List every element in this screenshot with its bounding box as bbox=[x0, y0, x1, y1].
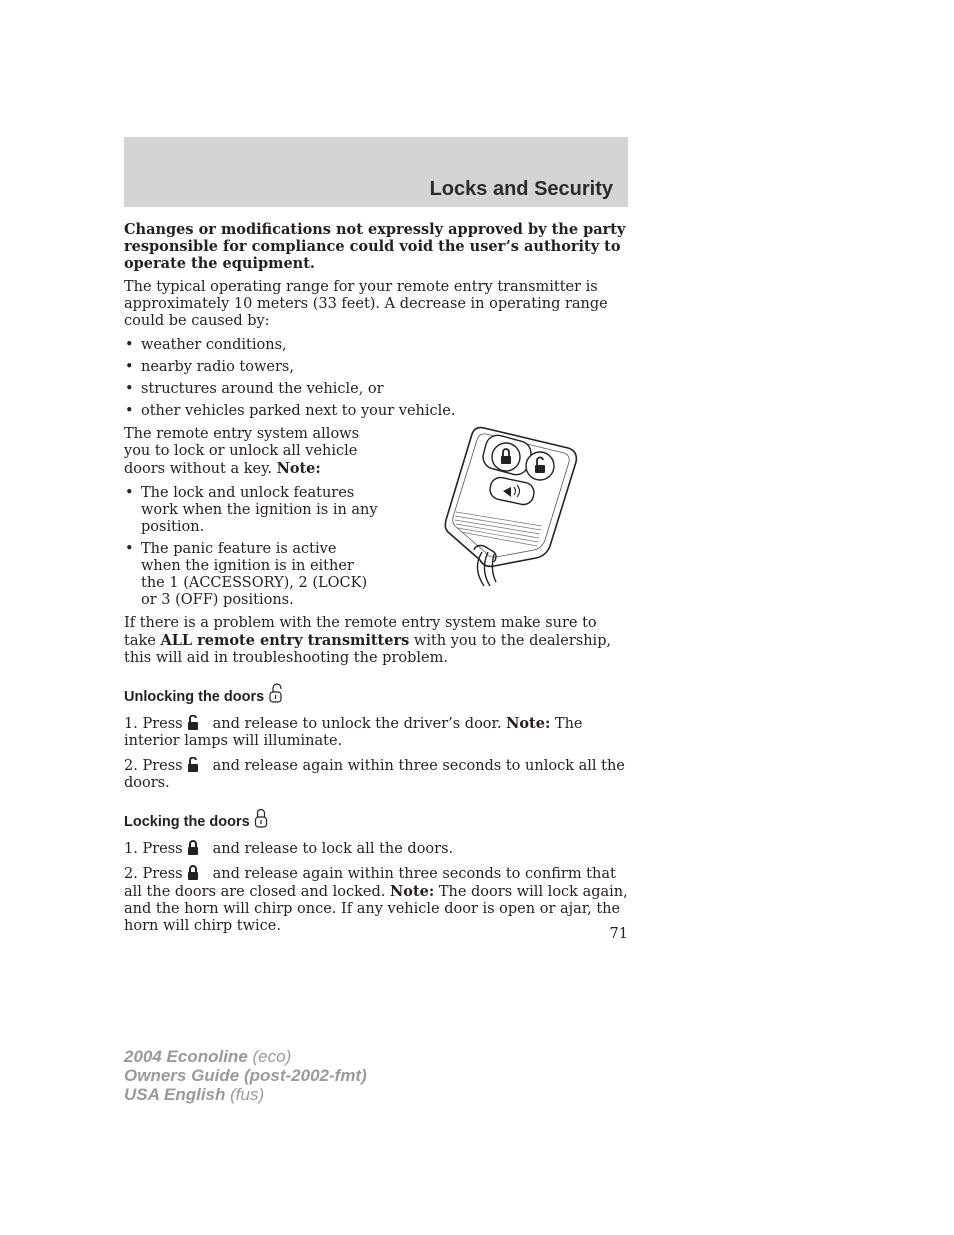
locking-heading bbox=[124, 808, 628, 832]
unlock-button-icon bbox=[187, 715, 199, 730]
unlock-step-1-note-text: The interior lamps will illuminate. bbox=[124, 716, 583, 749]
page-number: 71 bbox=[609, 926, 628, 942]
lock-step-2 bbox=[124, 865, 628, 935]
unlock-step-2-text: and release again within three seconds to unlock all the doors. bbox=[124, 758, 625, 791]
note-label: Note: bbox=[390, 883, 435, 900]
lock-step-1-text: and release to lock all the doors. bbox=[212, 841, 454, 857]
header-band bbox=[124, 137, 628, 207]
remote-entry-text bbox=[124, 426, 380, 609]
unlock-padlock-icon bbox=[268, 683, 284, 703]
remote-intro bbox=[124, 426, 380, 478]
footer-model: 2004 Econoline bbox=[124, 1047, 248, 1066]
note-label: Note: bbox=[506, 715, 551, 732]
locking-heading-text: Locking the doors bbox=[124, 814, 250, 830]
note-label: Note: bbox=[276, 460, 321, 477]
remote-notes-list bbox=[124, 485, 380, 609]
list-item: • other vehicles parked next to your vehicle. bbox=[124, 403, 628, 420]
footer-line-2: Owners Guide (post-2002-fmt) bbox=[124, 1066, 367, 1085]
footer-language-code: (fus) bbox=[225, 1085, 265, 1104]
list-item: • nearby radio towers, bbox=[124, 359, 628, 376]
unlock-step-2-prefix: 2. Press bbox=[124, 758, 183, 774]
footer-model-code: (eco) bbox=[247, 1047, 292, 1066]
footer-language: USA English bbox=[124, 1085, 226, 1104]
list-item: • structures around the vehicle, or bbox=[124, 381, 628, 398]
problem-text-after: with you to the dealership, this will aid in troubleshooting the problem. bbox=[124, 633, 612, 666]
problem-text-bold: ALL remote entry transmitters bbox=[160, 632, 410, 649]
list-item: • The lock and unlock features work when the ignition is in any position. bbox=[124, 485, 380, 536]
lock-step-2-prefix: 2. Press bbox=[124, 866, 183, 882]
unlocking-heading bbox=[124, 683, 628, 707]
keyless-remote-fob-icon bbox=[442, 420, 582, 592]
lock-step-2-text: and release again within three seconds to confirm that all the doors are closed and locked. bbox=[124, 866, 616, 900]
list-item: • weather conditions, bbox=[124, 337, 628, 354]
lock-step-1 bbox=[124, 840, 628, 858]
problem-text-before: If there is a problem with the remote entry system make sure to take bbox=[124, 615, 597, 649]
lock-padlock-icon bbox=[254, 808, 268, 828]
list-item: • The panic feature is active when the ignition is in either the 1 (ACCESSORY), 2 (LOCK) or 3 (OFF) positions. bbox=[124, 541, 380, 609]
lock-button-icon bbox=[187, 865, 199, 880]
unlock-step-1-prefix: 1. Press bbox=[124, 716, 183, 732]
unlock-step-1 bbox=[124, 715, 628, 750]
footer-line-3 bbox=[124, 1085, 367, 1104]
unlock-step-2 bbox=[124, 757, 628, 792]
range-intro: The typical operating range for your remote entry transmitter is approximately 10 meters (33 feet). A decrease in operating range could be caused by: bbox=[124, 279, 608, 329]
lock-step-2-note-text: The doors will lock again, and the horn will chirp once. If any vehicle door is open or ajar, the horn will chirp twice. bbox=[124, 884, 628, 934]
unlocking-heading-text: Unlocking the doors bbox=[124, 689, 265, 705]
section-title: Locks and Security bbox=[429, 178, 613, 200]
compliance-warning: Changes or modifications not expressly approved by the party responsible for compliance could void the user’s authority to operate the equipment. bbox=[124, 221, 626, 272]
unlock-step-1-text: and release to unlock the driver’s door. bbox=[212, 716, 502, 732]
lock-step-1-prefix: 1. Press bbox=[124, 841, 183, 857]
document-footer bbox=[124, 1047, 367, 1104]
page-content bbox=[124, 221, 628, 942]
lock-button-icon bbox=[187, 840, 199, 855]
footer-line-1 bbox=[124, 1047, 367, 1066]
remote-entry-section bbox=[124, 426, 628, 609]
problem-paragraph bbox=[124, 615, 628, 667]
remote-intro-text: The remote entry system allows you to lock or unlock all vehicle doors without a key. bbox=[124, 426, 360, 477]
unlock-button-icon bbox=[187, 757, 199, 772]
range-causes-list bbox=[124, 337, 628, 420]
